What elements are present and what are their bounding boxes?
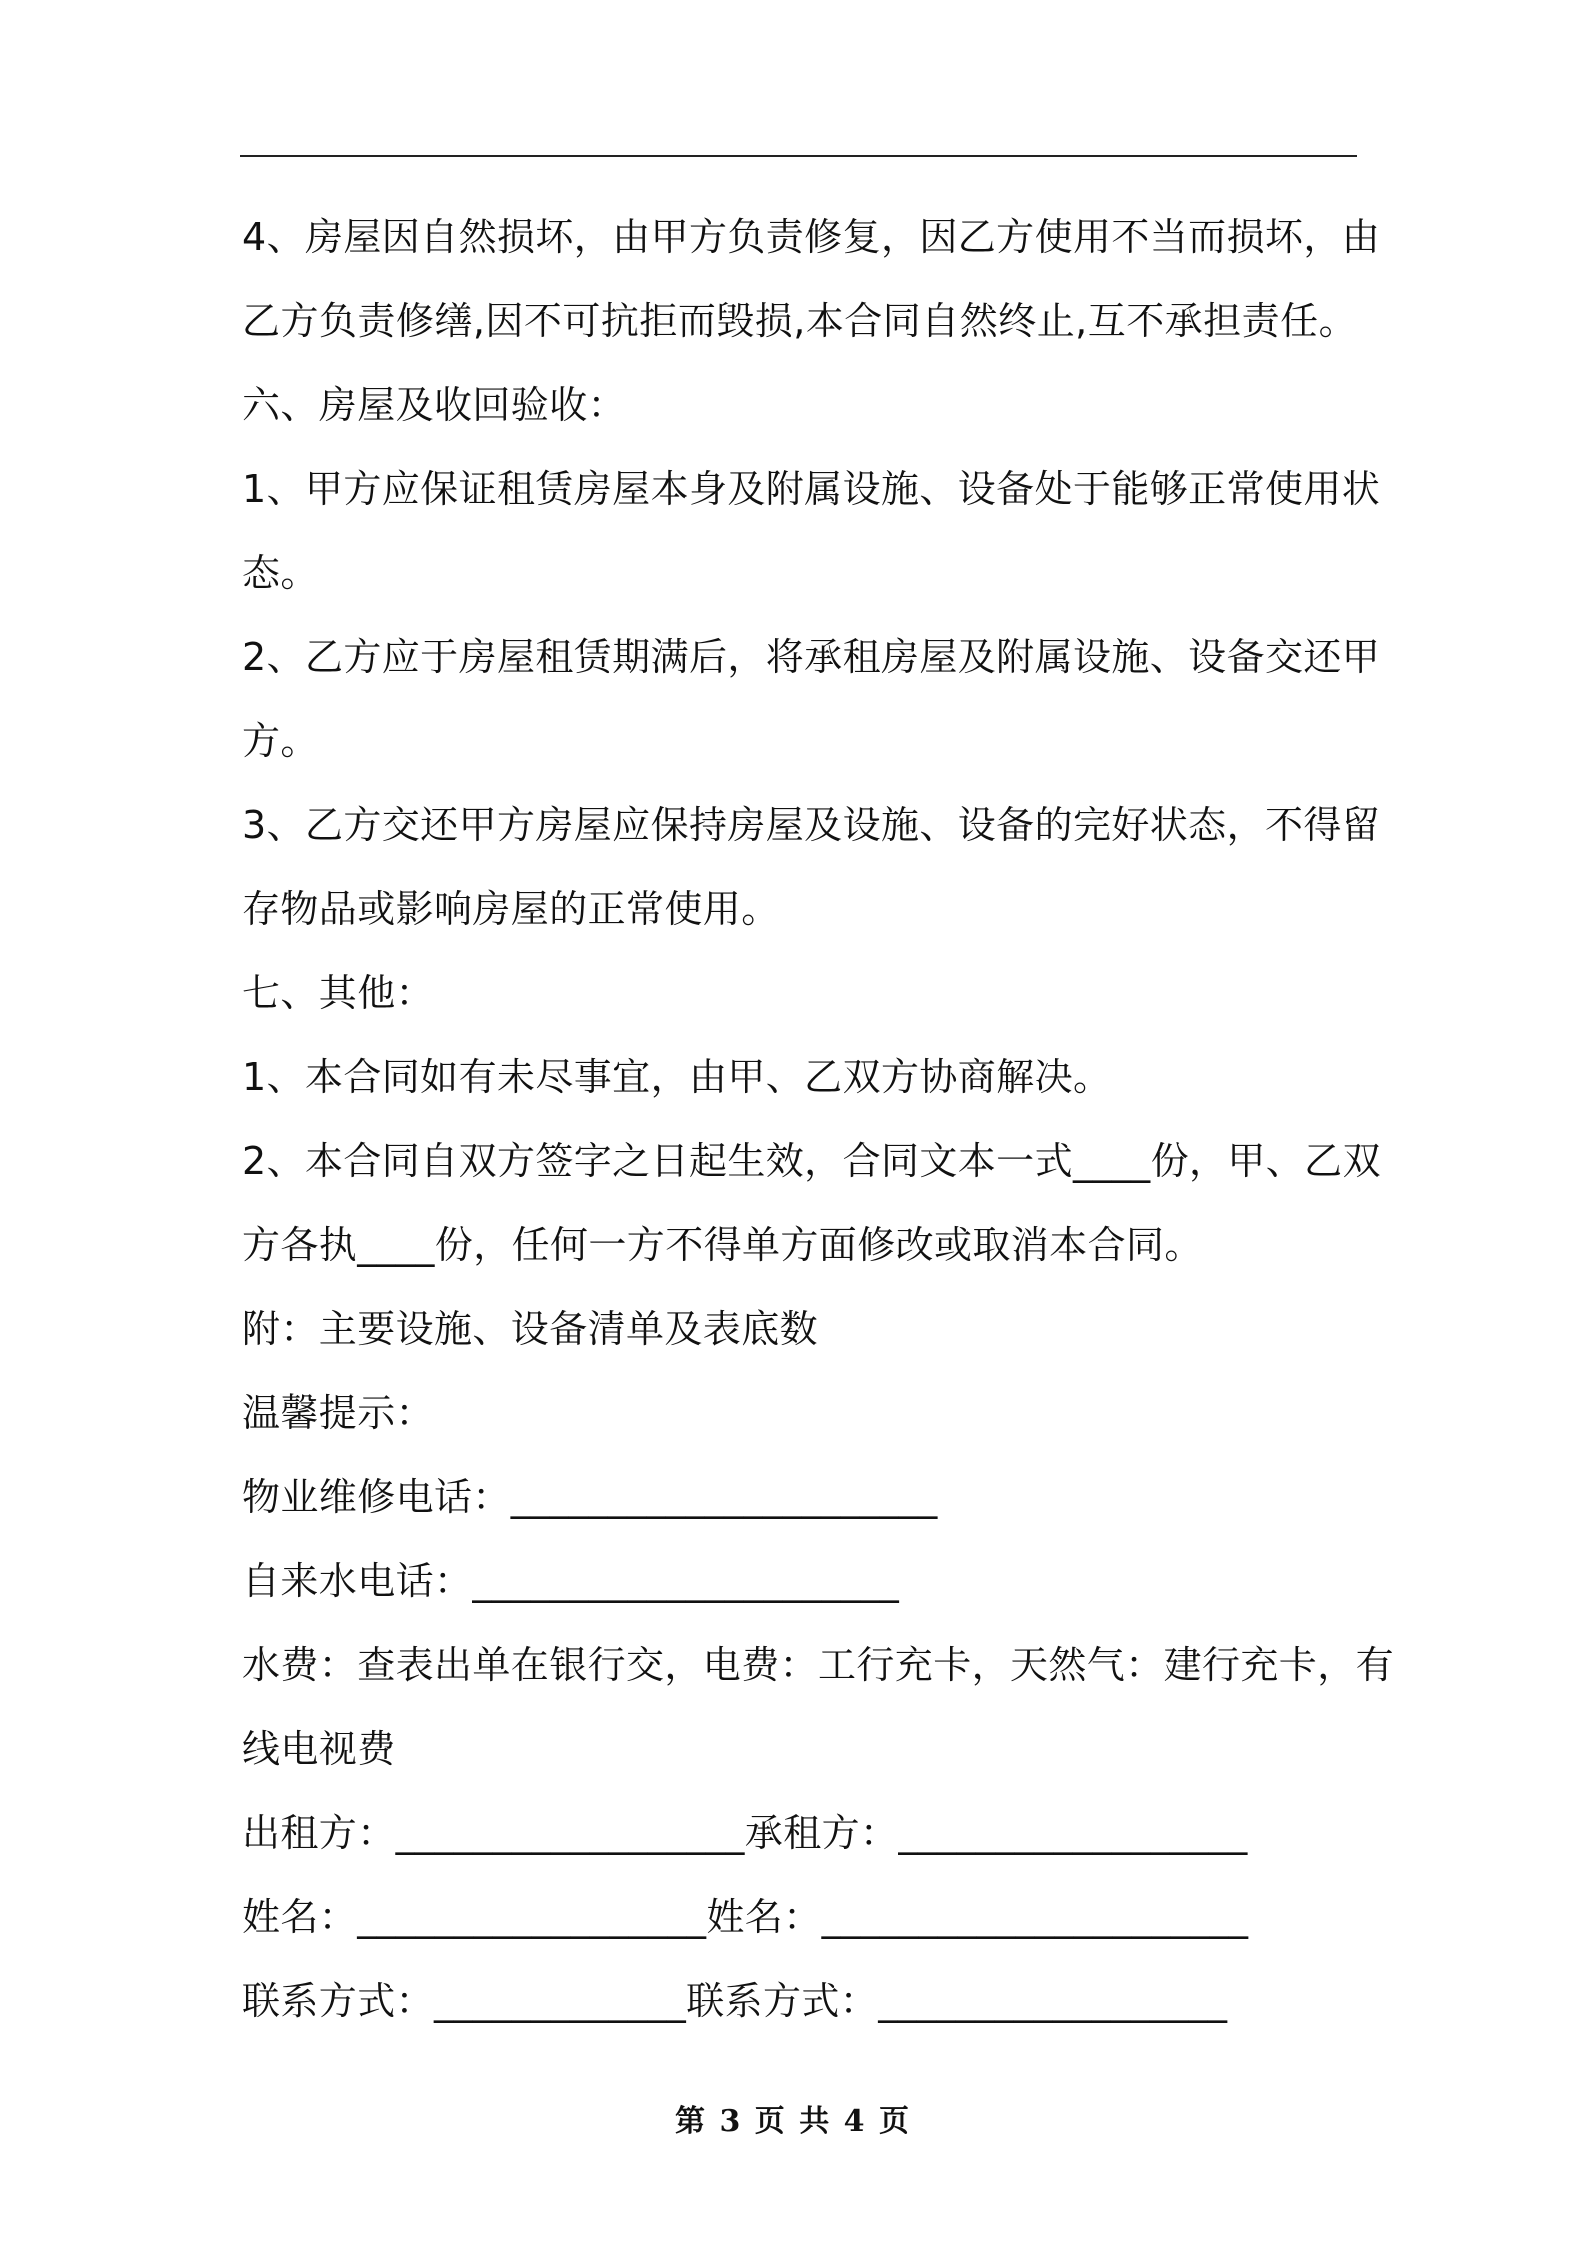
section-heading: 七、其他： (242, 971, 435, 1015)
text-line: 温馨提示： (242, 1391, 435, 1435)
text-line: 1、甲方应保证租赁房屋本身及附属设施、设备处于能够正常使用状 (242, 467, 1381, 511)
property-repair-phone-line: 物业维修电话：______________________ (242, 1475, 938, 1519)
text-line: 存物品或影响房屋的正常使用。 (242, 887, 780, 931)
name-signature-line: 姓名：__________________姓名：______________________ (242, 1895, 1249, 1939)
contact-signature-line: 联系方式：_____________联系方式：__________________ (242, 1979, 1228, 2023)
page-number: 第 3 页 共 4 页 (675, 2104, 911, 2139)
lessor-lessee-signature-line: 出租方：__________________承租方：__________________ (242, 1811, 1248, 1855)
text-line: 2、本合同自双方签字之日起生效，合同文本一式____份，甲、乙双 (242, 1139, 1381, 1183)
text-line: 乙方负责修缮,因不可抗拒而毁损,本合同自然终止,互不承担责任。 (242, 299, 1357, 343)
text-line: 附：主要设施、设备清单及表底数 (242, 1307, 819, 1351)
water-phone-line: 自来水电话：______________________ (242, 1559, 900, 1603)
document-body (242, 195, 1395, 2043)
text-line: 3、乙方交还甲方房屋应保持房屋及设施、设备的完好状态，不得留 (242, 803, 1381, 847)
section-heading: 六、房屋及收回验收： (242, 383, 627, 427)
text-line: 线电视费 (242, 1727, 396, 1771)
text-line: 1、本合同如有未尽事宜，由甲、乙双方协商解决。 (242, 1055, 1112, 1099)
text-line: 4、房屋因自然损坏，由甲方负责修复，因乙方使用不当而损坏，由 (242, 215, 1381, 259)
text-line: 2、乙方应于房屋租赁期满后，将承租房屋及附属设施、设备交还甲 (242, 635, 1381, 679)
text-line: 态。 (242, 551, 319, 595)
text-line: 方。 (242, 719, 319, 763)
header-rule (240, 155, 1357, 157)
text-line: 水费：查表出单在银行交，电费：工行充卡，天然气：建行充卡，有 (242, 1643, 1395, 1687)
text-line: 方各执____份，任何一方不得单方面修改或取消本合同。 (242, 1223, 1203, 1267)
